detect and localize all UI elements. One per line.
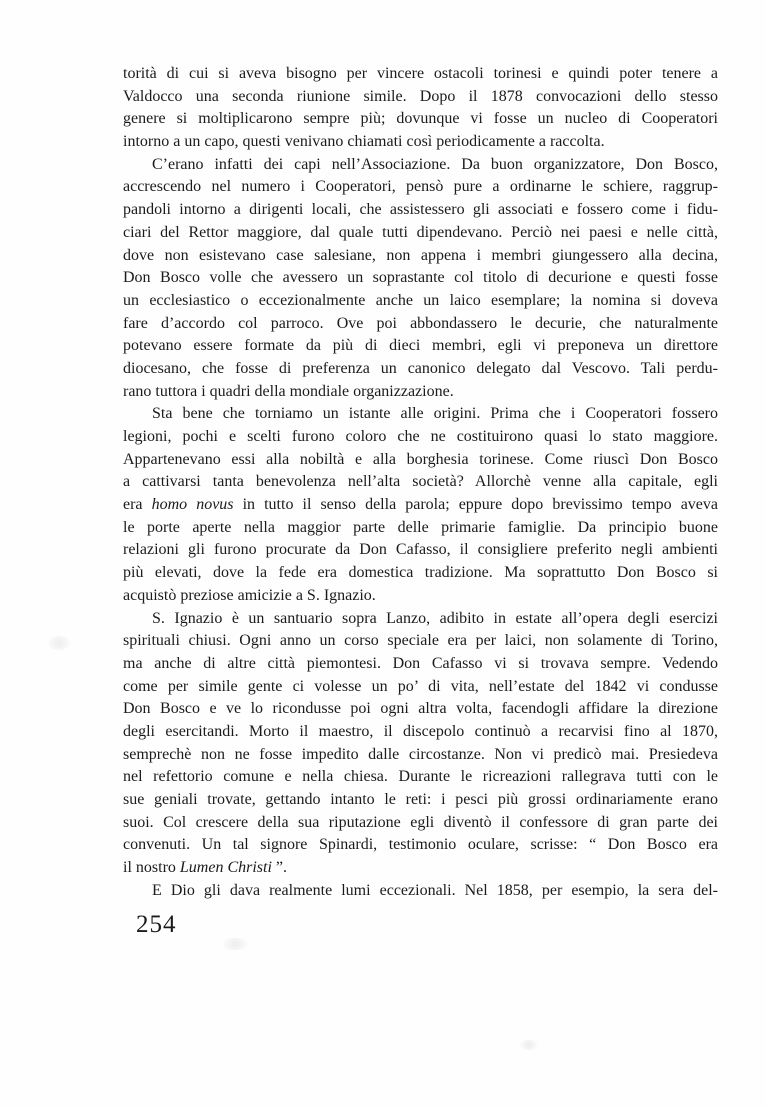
page-number: 254 <box>136 911 177 938</box>
text-segment: un ecclesiastico o eccezionalmente anche un laico esemplare; la nomina si doveva <box>123 291 718 309</box>
text-segment: Sta bene che torniamo un istante alle origini. Prima che i Cooperatori fossero <box>152 405 718 423</box>
text-segment: suoi. Col crescere della sua riputazione egli diventò il confessore di gran parte dei <box>123 813 718 831</box>
text-segment: semprechè non ne fosse impedito dalle circostanze. Non vi predicò mai. Presiedeva <box>123 745 718 763</box>
text-segment: relazioni gli furono procurate da Don Cafasso, il consigliere preferito negli ambienti <box>123 541 718 559</box>
text-line <box>123 812 718 835</box>
text-line <box>123 585 718 608</box>
italic-text-segment: homo novus <box>151 496 234 514</box>
text-segment: ”. <box>271 859 288 877</box>
text-segment: C’erano infatti dei capi nell’Associazione. Da buon organizzatore, Don Bosco, <box>152 155 718 173</box>
text-line <box>123 426 718 449</box>
text-line <box>123 834 718 857</box>
text-line <box>123 539 718 562</box>
text-line <box>123 358 718 381</box>
text-line <box>123 267 718 290</box>
text-segment: nel refettorio comune e nella chiesa. Durante le ricreazioni rallegrava tutti con le <box>123 768 718 786</box>
text-line <box>123 698 718 721</box>
text-line <box>123 381 718 404</box>
text-block <box>123 63 718 902</box>
text-line <box>123 176 718 199</box>
text-line <box>123 562 718 585</box>
text-line <box>123 721 718 744</box>
text-segment: ciari del Rettor maggiore, dal quale tutti dipendevano. Perciò nei paesi e nelle città, <box>123 223 718 241</box>
scan-speck <box>222 938 248 950</box>
scan-speck <box>48 636 70 650</box>
text-segment: le porte aperte nella maggior parte delle primarie famiglie. Da principio buone <box>123 518 718 536</box>
text-segment: Valdocco una seconda riunione simile. Dopo il 1878 convocazioni dello stesso <box>123 87 718 105</box>
text-line <box>123 653 718 676</box>
text-segment: il nostro <box>123 859 180 877</box>
text-segment: diocesano, che fosse di preferenza un canonico delegato dal Vescovo. Tali perdu- <box>123 359 718 377</box>
text-line <box>123 199 718 222</box>
text-segment: convenuti. Un tal signore Spinardi, testimonio oculare, scrisse: “ Don Bosco era <box>123 836 718 854</box>
paragraph <box>123 880 718 903</box>
text-segment: ma anche di altre città piemontesi. Don Cafasso vi si trovava sempre. Vedendo <box>123 654 718 672</box>
text-segment: Appartenevano essi alla nobiltà e alla borghesia torinese. Come riuscì Don Bosco <box>123 450 718 468</box>
paragraph <box>123 403 718 607</box>
text-line <box>123 245 718 268</box>
paragraph <box>123 154 718 404</box>
text-line <box>123 86 718 109</box>
paragraph <box>123 608 718 880</box>
text-line <box>123 630 718 653</box>
text-line <box>123 744 718 767</box>
text-line <box>123 880 718 903</box>
text-segment: spirituali chiusi. Ogni anno un corso speciale era per laici, non solamente di Torino, <box>123 632 718 650</box>
text-segment: E Dio gli dava realmente lumi eccezionali. Nel 1858, per esempio, la sera del- <box>152 881 718 899</box>
text-segment: potevano essere formate da più di dieci membri, egli vi preponeva un direttore <box>123 337 718 355</box>
scan-speck <box>520 1040 538 1050</box>
text-line <box>123 335 718 358</box>
text-segment: S. Ignazio è un santuario sopra Lanzo, adibito in estate all’opera degli esercizi <box>152 609 718 627</box>
text-line <box>123 403 718 426</box>
text-segment: acquistò preziose amicizie a S. Ignazio. <box>123 586 376 604</box>
text-line <box>123 313 718 336</box>
text-segment: a cattivarsi tanta benevolenza nell’alta società? Allorchè venne alla capitale, egli <box>123 473 718 491</box>
text-segment: era <box>123 496 152 514</box>
text-line <box>123 471 718 494</box>
text-line <box>123 494 718 517</box>
italic-text-segment: Lumen Christi <box>179 859 272 877</box>
text-segment: degli esercitandi. Morto il maestro, il discepolo continuò a recarvisi fino al 1870, <box>123 722 718 740</box>
text-segment: torità di cui si aveva bisogno per vincere ostacoli torinesi e quindi poter tenere a <box>123 65 718 82</box>
text-line <box>123 222 718 245</box>
text-line <box>123 766 718 789</box>
text-segment: Don Bosco volle che avessero un soprastante col titolo di decurione e questi fosse <box>123 269 718 287</box>
text-line <box>123 63 718 86</box>
text-line <box>123 676 718 699</box>
text-line <box>123 608 718 631</box>
text-segment: fare d’accordo col parroco. Ove poi abbondassero le decurie, che naturalmente <box>123 314 718 332</box>
text-segment: in tutto il senso della parola; eppure dopo brevissimo tempo aveva <box>233 496 718 514</box>
text-segment: più elevati, dove la fede era domestica tradizione. Ma soprattutto Don Bosco si <box>123 564 718 582</box>
text-line <box>123 449 718 472</box>
text-line <box>123 857 718 880</box>
text-segment: come per simile gente ci volesse un po’ di vita, nell’estate del 1842 vi condusse <box>123 677 718 695</box>
text-segment: dove non esistevano case salesiane, non appena i membri giungessero alla decina, <box>123 246 718 264</box>
text-segment: pandoli intorno a dirigenti locali, che assistessero gli associati e fossero come i fidu- <box>123 201 718 219</box>
text-line <box>123 154 718 177</box>
text-segment: accrescendo nel numero i Cooperatori, pensò pure a ordinarne le schiere, raggrup- <box>123 178 718 196</box>
text-line <box>123 290 718 313</box>
paragraph <box>123 63 718 154</box>
text-segment: legioni, pochi e scelti furono coloro che ne costituirono quasi lo stato maggiore. <box>123 428 718 445</box>
text-line <box>123 131 718 154</box>
text-line <box>123 517 718 540</box>
text-segment: rano tuttora i quadri della mondiale organizzazione. <box>123 382 454 400</box>
text-segment: Don Bosco e ve lo ricondusse poi ogni altra volta, facendogli affidare la direzione <box>123 700 718 718</box>
text-segment: sue geniali trovate, gettando intanto le reti: i pesci più grossi ordinariamente erano <box>123 791 718 808</box>
text-segment: intorno a un capo, questi venivano chiamati così periodicamente a raccolta. <box>123 133 605 151</box>
text-line <box>123 108 718 131</box>
text-line <box>123 789 718 812</box>
text-segment: genere si moltiplicarono sempre più; dovunque vi fosse un nucleo di Cooperatori <box>123 110 718 128</box>
